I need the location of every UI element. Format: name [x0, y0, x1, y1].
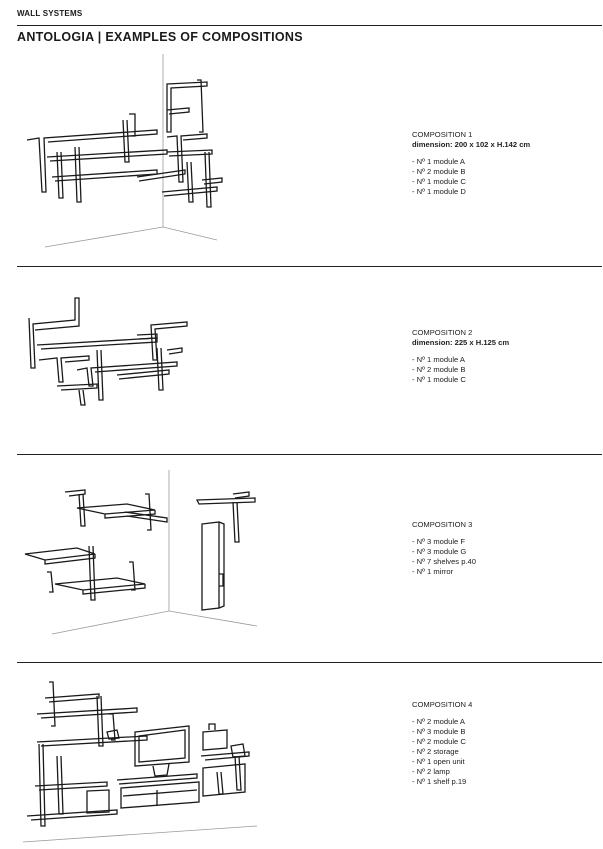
- composition-1-title: COMPOSITION 1: [412, 130, 473, 139]
- list-item: - Nº 1 mirror: [412, 567, 454, 576]
- composition-2-title: COMPOSITION 2: [412, 328, 473, 337]
- header-divider: [17, 25, 602, 26]
- composition-3-title: COMPOSITION 3: [412, 520, 473, 529]
- list-item: - Nº 1 open unit: [412, 757, 465, 766]
- composition-4-title: COMPOSITION 4: [412, 700, 473, 709]
- list-item: - Nº 1 shelf p.19: [412, 777, 467, 786]
- list-item: - Nº 2 storage: [412, 747, 459, 756]
- list-item: - Nº 2 module B: [412, 365, 466, 374]
- list-item: - Nº 2 lamp: [412, 767, 450, 776]
- composition-2-dimension: dimension: 225 x H.125 cm: [412, 338, 510, 347]
- composition-divider: [17, 266, 602, 267]
- composition-divider: [17, 662, 602, 663]
- list-item: - Nº 3 module F: [412, 537, 465, 546]
- list-item: - Nº 3 module B: [412, 727, 466, 736]
- list-item: - Nº 2 module C: [412, 737, 466, 746]
- list-item: - Nº 2 module B: [412, 167, 466, 176]
- composition-2-details: [412, 328, 597, 385]
- composition-2-drawing: [17, 290, 317, 420]
- composition-divider: [17, 454, 602, 455]
- composition-1-details: [412, 130, 597, 197]
- list-item: - Nº 3 module G: [412, 547, 467, 556]
- section-label: WALL SYSTEMS: [17, 9, 83, 18]
- list-item: - Nº 1 module A: [412, 355, 466, 364]
- composition-1-dimension: dimension: 200 x 102 x H.142 cm: [412, 140, 531, 149]
- composition-4-details: [412, 700, 597, 787]
- composition-1-items: [412, 157, 597, 197]
- composition-3-drawing: [17, 466, 317, 641]
- composition-4-items: [412, 717, 597, 787]
- list-item: - Nº 1 module C: [412, 375, 466, 384]
- composition-3-items: [412, 537, 597, 577]
- list-item: - Nº 1 module A: [412, 157, 466, 166]
- composition-4-drawing: [17, 676, 317, 846]
- composition-1-drawing: [17, 52, 317, 257]
- list-item: - Nº 7 shelves p.40: [412, 557, 476, 566]
- page-title: ANTOLOGIA | EXAMPLES OF COMPOSITIONS: [17, 30, 303, 44]
- composition-3-details: [412, 520, 597, 577]
- composition-2-items: [412, 355, 597, 385]
- list-item: - Nº 2 module A: [412, 717, 466, 726]
- list-item: - Nº 1 module D: [412, 187, 466, 196]
- list-item: - Nº 1 module C: [412, 177, 466, 186]
